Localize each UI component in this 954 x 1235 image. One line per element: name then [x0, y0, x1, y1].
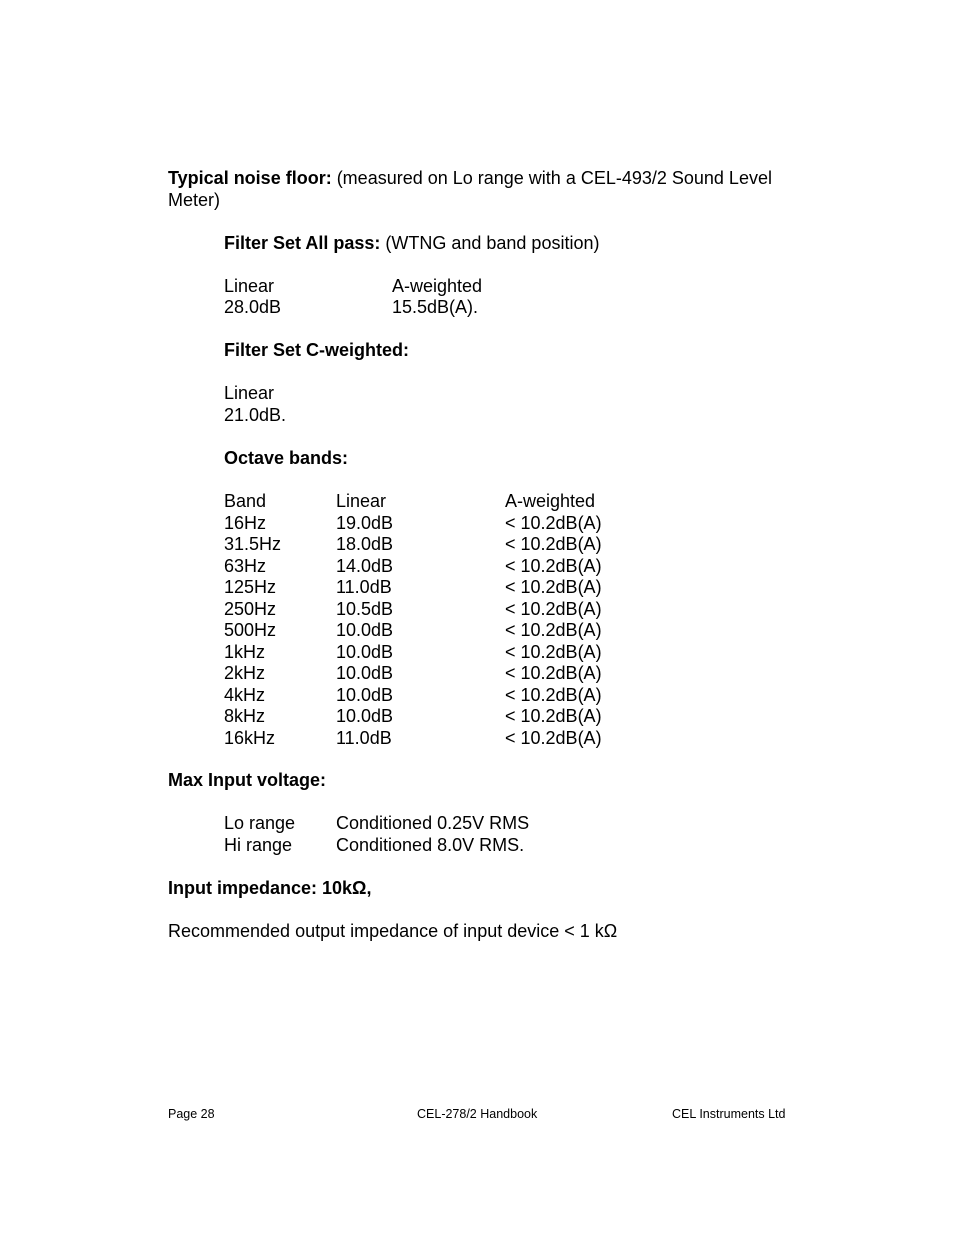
octave-cell-a-weighted: < 10.2dB(A) [505, 641, 602, 662]
octave-bands-heading: Octave bands: [224, 448, 349, 468]
octave-cell-linear: 10.0dB [336, 706, 394, 726]
all-pass-a-weighted-header: A-weighted [392, 276, 483, 296]
octave-cell-band: 250Hz [224, 598, 277, 619]
hi-range-label: Hi range [224, 835, 293, 855]
octave-cell-a-weighted: < 10.2dB(A) [505, 620, 602, 640]
footer-handbook-title: CEL-278/2 Handbook [417, 1107, 538, 1121]
noise-floor-paragraph [168, 168, 788, 211]
all-pass-linear-header: Linear [224, 276, 275, 296]
recommended-impedance-text: Recommended output impedance of input device < 1 kΩ [168, 921, 618, 941]
octave-cell-a-weighted: < 10.2dB(A) [505, 577, 602, 597]
filter-c-linear-value: 21.0dB. [224, 405, 287, 425]
octave-cell-band: 63Hz [224, 555, 267, 576]
max-input-heading: Max Input voltage: [168, 770, 327, 790]
octave-cell-linear: 18.0dB [336, 534, 394, 554]
octave-cell-a-weighted: < 10.2dB(A) [505, 598, 602, 619]
octave-cell-band: 16Hz [224, 512, 267, 533]
lo-range-value: Conditioned 0.25V RMS [336, 813, 530, 833]
footer-company: CEL Instruments Ltd [672, 1107, 786, 1121]
octave-cell-a-weighted: < 10.2dB(A) [505, 512, 602, 533]
octave-cell-linear: 10.0dB [336, 663, 394, 683]
octave-cell-a-weighted: < 10.2dB(A) [505, 727, 602, 748]
octave-cell-band: 2kHz [224, 663, 266, 683]
input-impedance-heading: Input impedance: 10kΩ, [168, 878, 372, 898]
octave-cell-band: 125Hz [224, 577, 277, 597]
octave-cell-band: 8kHz [224, 706, 266, 726]
octave-cell-linear: 10.0dB [336, 641, 394, 662]
octave-cell-band: 4kHz [224, 684, 266, 705]
octave-cell-a-weighted: < 10.2dB(A) [505, 684, 602, 705]
octave-cell-a-weighted: < 10.2dB(A) [505, 555, 602, 576]
filter-c-linear-header: Linear [224, 383, 275, 403]
octave-header-linear: Linear [336, 491, 387, 511]
octave-header-band: Band [224, 491, 267, 511]
octave-cell-a-weighted: < 10.2dB(A) [505, 534, 602, 554]
octave-cell-linear: 10.5dB [336, 598, 394, 619]
noise-floor-heading: Typical noise floor: [168, 168, 332, 188]
all-pass-linear-value: 28.0dB [224, 297, 282, 317]
octave-cell-linear: 14.0dB [336, 555, 394, 576]
filter-all-pass-note: (WTNG and band position) [380, 233, 600, 253]
filter-c-heading: Filter Set C-weighted: [224, 340, 410, 360]
octave-cell-a-weighted: < 10.2dB(A) [505, 706, 602, 726]
octave-cell-linear: 11.0dB [336, 577, 392, 597]
all-pass-a-weighted-value: 15.5dB(A). [392, 297, 479, 317]
hi-range-value: Conditioned 8.0V RMS. [336, 835, 525, 855]
octave-cell-linear: 19.0dB [336, 512, 394, 533]
octave-cell-band: 500Hz [224, 620, 277, 640]
octave-cell-a-weighted: < 10.2dB(A) [505, 663, 602, 683]
filter-all-pass-paragraph [224, 233, 599, 255]
filter-all-pass-heading: Filter Set All pass: [224, 233, 381, 253]
octave-cell-linear: 10.0dB [336, 684, 394, 705]
noise-floor-description: (measured on Lo range with a CEL-493/2 Sound Level Meter) [168, 168, 772, 210]
octave-cell-band: 1kHz [224, 641, 266, 662]
octave-cell-linear: 11.0dB [336, 727, 392, 748]
octave-cell-band: 16kHz [224, 727, 276, 748]
footer-page-number: Page 28 [168, 1107, 215, 1121]
octave-cell-linear: 10.0dB [336, 620, 394, 640]
octave-cell-band: 31.5Hz [224, 534, 282, 554]
octave-header-a-weighted: A-weighted [505, 491, 596, 511]
lo-range-label: Lo range [224, 813, 296, 833]
